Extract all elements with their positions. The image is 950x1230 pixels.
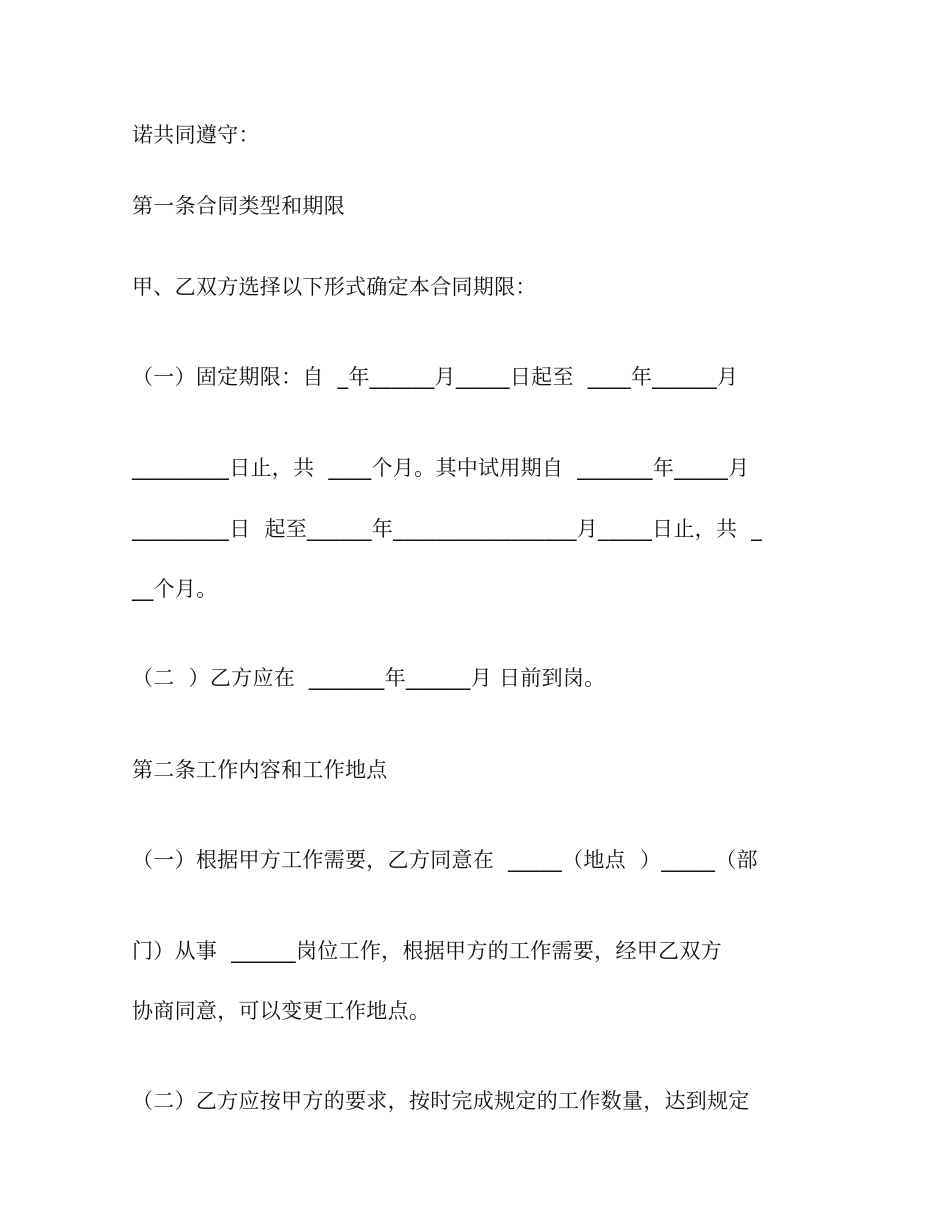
text-line-probation-end: _________日 起至______年_________________月_____日止，共 _: [132, 517, 762, 541]
text-line-position: 门）从事 ______岗位工作，根据甲方的工作需要，经甲乙双方: [132, 939, 722, 963]
text-line-report-date: （二 ）乙方应在 _______年______月 日前到岗。: [132, 666, 606, 690]
text-line-fixed-term: （一）固定期限：自 _年______月_____日起至 ____年______月: [132, 365, 739, 389]
text-line-probation: _________日止，共 ____个月。其中试用期自 _______年_____月: [132, 456, 750, 480]
text-line-term-options: 甲、乙双方选择以下形式确定本合同期限：: [132, 275, 537, 299]
article-2-heading: 第二条工作内容和工作地点: [132, 758, 388, 782]
text-line-months: __个月。: [132, 577, 218, 601]
text-line-work-location: （一）根据甲方工作需要，乙方同意在 _____（地点 ）_____（部: [132, 848, 758, 872]
article-1-heading: 第一条合同类型和期限: [132, 194, 345, 218]
text-line-work-requirements: （二）乙方应按甲方的要求，按时完成规定的工作数量，达到规定: [132, 1089, 750, 1113]
text-line-continuation: 诺共同遵守：: [132, 123, 260, 147]
text-line-change-location: 协商同意，可以变更工作地点。: [132, 999, 431, 1023]
